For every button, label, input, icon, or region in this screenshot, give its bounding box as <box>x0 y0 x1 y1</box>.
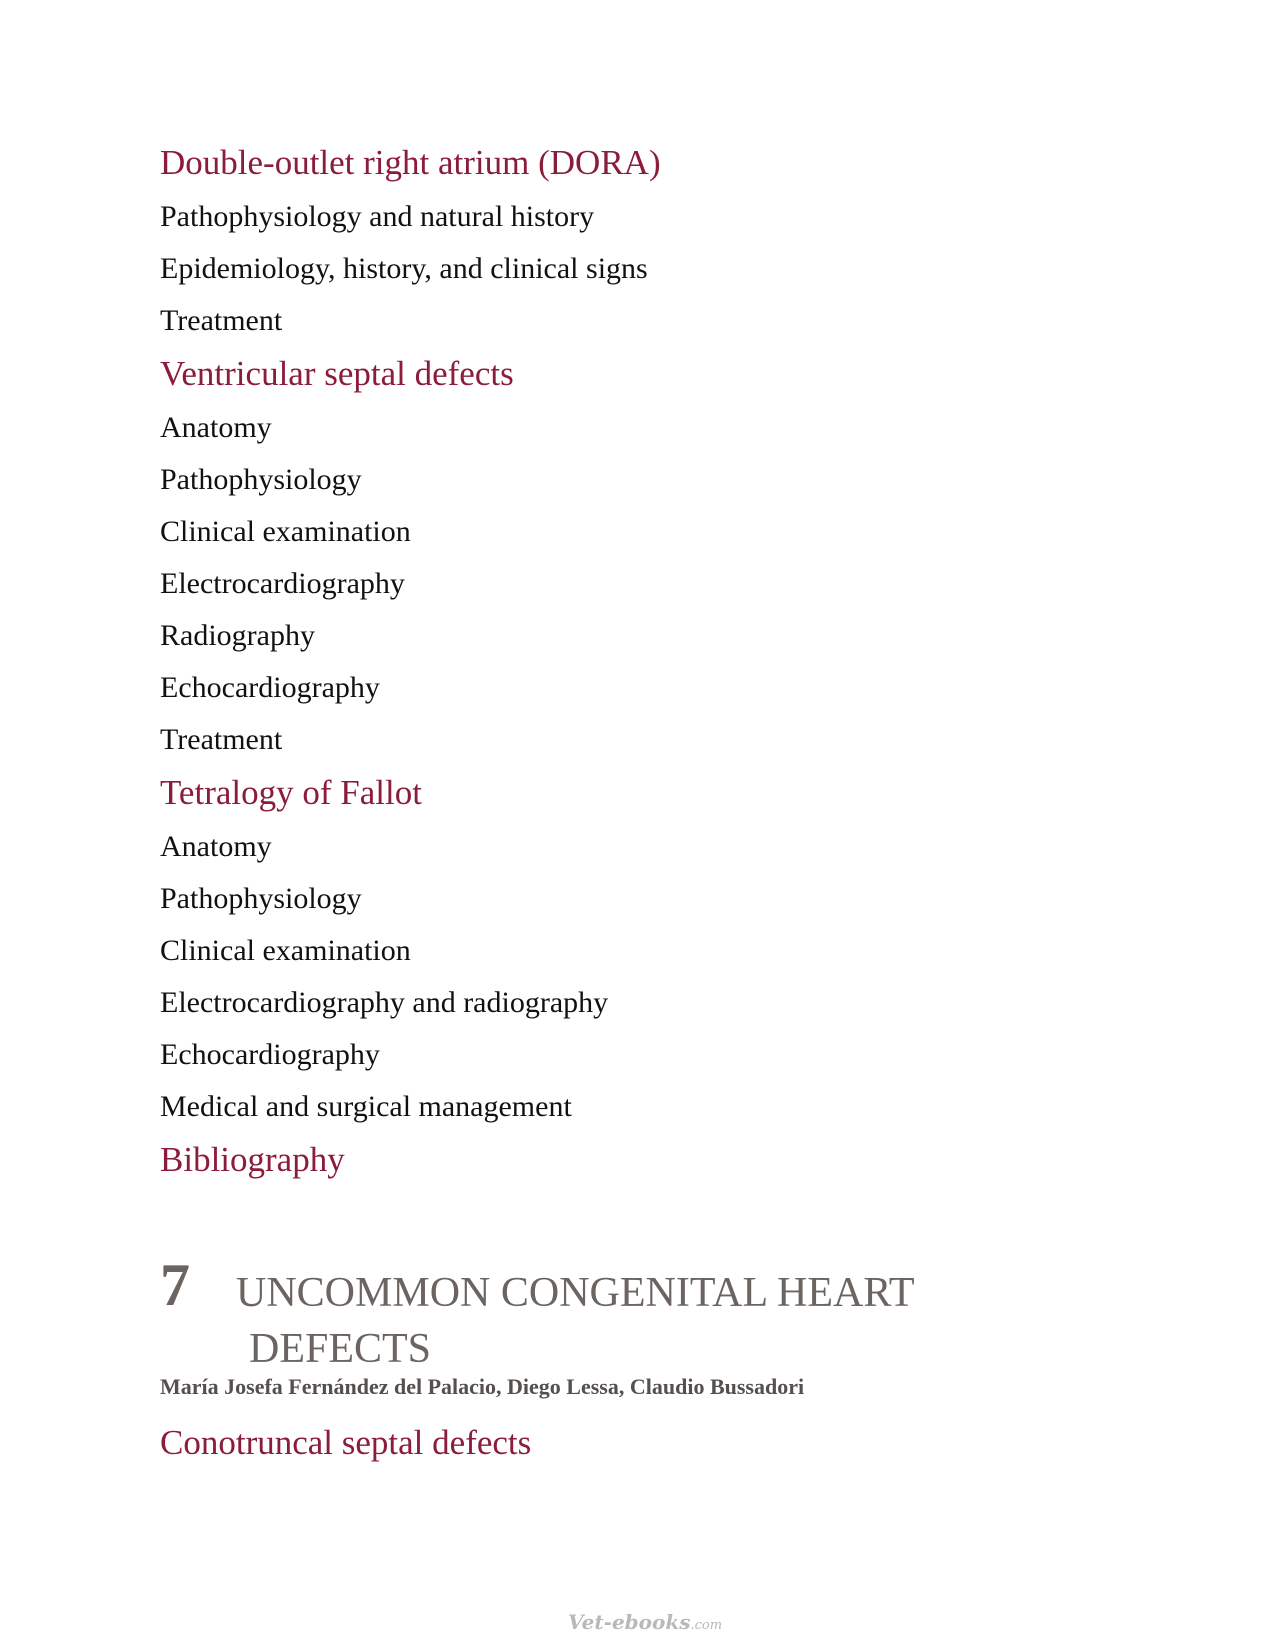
toc-section-heading[interactable]: Double-outlet right atrium (DORA) <box>160 143 661 182</box>
chapter-authors: María Josefa Fernández del Palacio, Diego Lessa, Claudio Bussadori <box>160 1374 805 1399</box>
toc-entry[interactable]: Echocardiography <box>160 671 380 704</box>
toc-entry[interactable]: Clinical examination <box>160 934 411 967</box>
toc-entry[interactable]: Electrocardiography <box>160 567 405 600</box>
toc-entry[interactable]: Treatment <box>160 723 283 756</box>
toc-section-heading[interactable]: Tetralogy of Fallot <box>160 773 422 812</box>
toc-entry[interactable]: Radiography <box>160 619 315 652</box>
toc-entry[interactable]: Epidemiology, history, and clinical signs <box>160 252 648 285</box>
toc-entry[interactable]: Clinical examination <box>160 515 411 548</box>
chapter-title[interactable] <box>236 1265 1056 1377</box>
chapter-title-line-1: UNCOMMON CONGENITAL HEART <box>236 1270 915 1316</box>
watermark-text: Vet-ebooks <box>568 1610 691 1634</box>
toc-entry[interactable]: Treatment <box>160 304 283 337</box>
table-of-contents <box>160 143 1160 1180</box>
chapter-title-line-2: DEFECTS <box>249 1326 432 1372</box>
toc-entry[interactable]: Echocardiography <box>160 1038 380 1071</box>
chapter-number: 7 <box>160 1252 190 1318</box>
toc-section-heading[interactable]: Conotruncal septal defects <box>160 1423 532 1462</box>
watermark-suffix: .com <box>690 1618 723 1633</box>
toc-entry[interactable]: Pathophysiology <box>160 463 362 496</box>
toc-entry[interactable]: Anatomy <box>160 830 272 863</box>
toc-section-heading[interactable]: Ventricular septal defects <box>160 354 514 393</box>
toc-section-heading[interactable]: Bibliography <box>160 1140 345 1179</box>
toc-entry[interactable]: Electrocardiography and radiography <box>160 986 609 1019</box>
toc-entry[interactable]: Anatomy <box>160 411 272 444</box>
toc-entry[interactable]: Pathophysiology and natural history <box>160 200 595 233</box>
toc-entry[interactable]: Medical and surgical management <box>160 1090 572 1123</box>
toc-entry[interactable]: Pathophysiology <box>160 882 362 915</box>
watermark-logo <box>568 1610 722 1634</box>
